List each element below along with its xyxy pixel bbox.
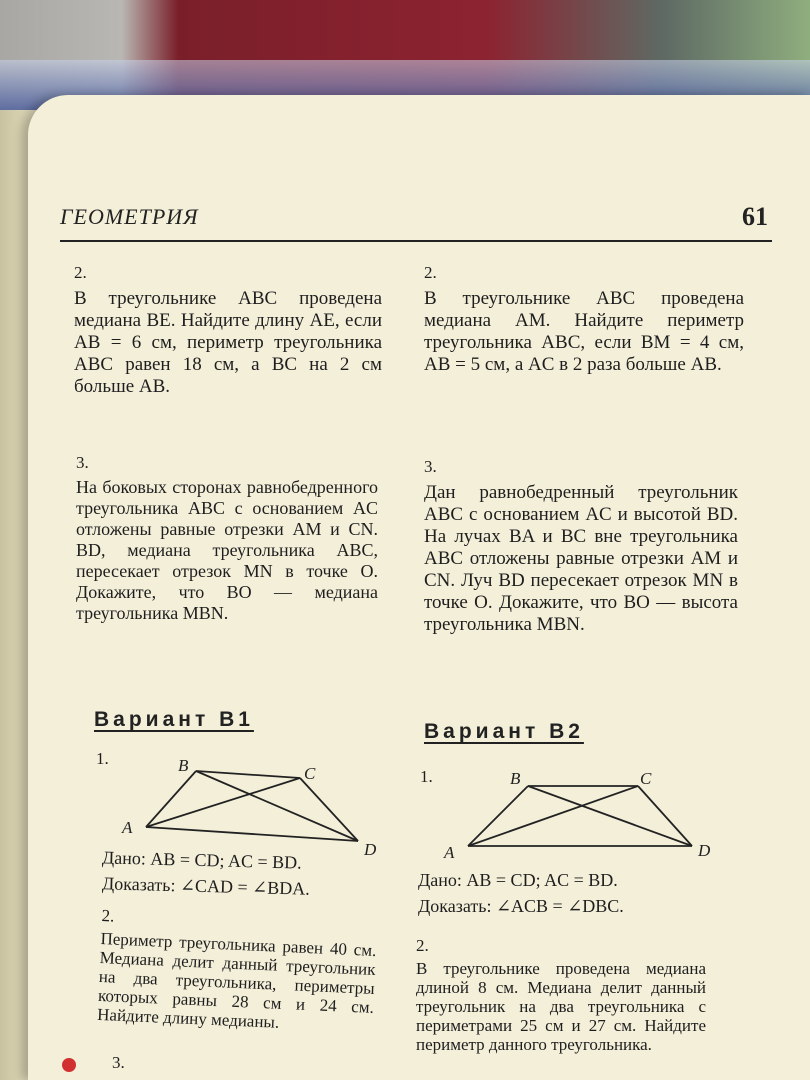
right-vtask2 [416, 936, 706, 1054]
vertex-label-d: D [698, 841, 711, 860]
left-vtask3 [112, 1052, 125, 1078]
task-number: 3. [76, 453, 89, 472]
left-vtask2 [97, 906, 378, 1036]
task-number: 3. [112, 1053, 125, 1072]
given-b1: Дано: AB = CD; AC = BD. [101, 847, 302, 873]
variant-title-b2: Вариант В2 [424, 720, 584, 743]
trapezoid-figure-b2 [440, 760, 730, 870]
task-text: В треугольнике проведена медиана длиной 8 см. Медиана делит данный треугольник на два треугольника с периметрами 25 см и 27 см. Найдите периметр данного треугольника. [416, 959, 706, 1054]
left-task2 [74, 262, 382, 398]
task-text: Периметр треугольника равен 40 см. Медиана делит данный треугольник на два треугольника, периметры которых равны 28 см и 24 см. Найдите длину медианы. [96, 928, 377, 1032]
right-task2 [424, 262, 744, 376]
page-header [60, 200, 772, 242]
task-text: В треугольнике ABC проведена медиана AM. Найдите периметр треугольника ABC, если BM = 4 см, AB = 5 см, а AC в 2 раза больше AB. [424, 288, 744, 375]
vertex-label-b: B [178, 756, 189, 775]
prove-b1: Доказать: ∠CAD = ∠BDA. [101, 873, 311, 899]
red-marker [62, 1058, 76, 1072]
right-vtask1-number [420, 766, 433, 792]
vertex-label-c: C [304, 764, 316, 783]
task-number: 2. [101, 906, 115, 926]
vertex-label-a: A [122, 818, 133, 837]
task-text: В треугольнике ABC проведена медиана BE. Найдите длину AE, если AB = 6 см, периметр треугольника ABC равен 18 см, а BC на 2 см больше AB. [74, 288, 382, 397]
task-number: 2. [74, 263, 87, 282]
task-number: 1. [420, 767, 433, 786]
right-task3 [424, 456, 738, 636]
vertex-label-a: A [444, 843, 455, 862]
left-task3 [76, 452, 378, 624]
task-number: 1. [96, 749, 109, 768]
header-title: ГЕОМЕТРИЯ [60, 204, 199, 229]
task-text: Дан равнобедренный треугольник ABC с основанием AC и высотой BD. На лучах BA и BC вне треугольника ABC отложены равные отрезки AM и CN. Луч BD пересекает отрезок MN в точке O. Докажите, что BO — высота треугольника MBN. [424, 482, 738, 635]
left-vtask1-number [96, 748, 109, 774]
vertex-label-d: D [364, 840, 377, 859]
task-number: 2. [416, 936, 429, 955]
prove-b2: Доказать: ∠ACB = ∠DBC. [418, 896, 624, 916]
vertex-label-b: B [510, 769, 521, 788]
task-number: 3. [424, 457, 437, 476]
vertex-label-c: C [640, 769, 652, 788]
task-text: На боковых сторонах равнобедренного треугольника ABC с основанием AC отложены равные отрезки AM и CN. BD, медиана треугольника ABC, пересекает отрезок MN в точке O. Докажите, что BO — медиана треугольника MBN. [76, 477, 378, 623]
given-b2: Дано: AB = CD; AC = BD. [418, 870, 618, 890]
page-number: 61 [742, 202, 768, 231]
task-number: 2. [424, 263, 437, 282]
variant-title-b1: Вариант В1 [94, 708, 254, 731]
